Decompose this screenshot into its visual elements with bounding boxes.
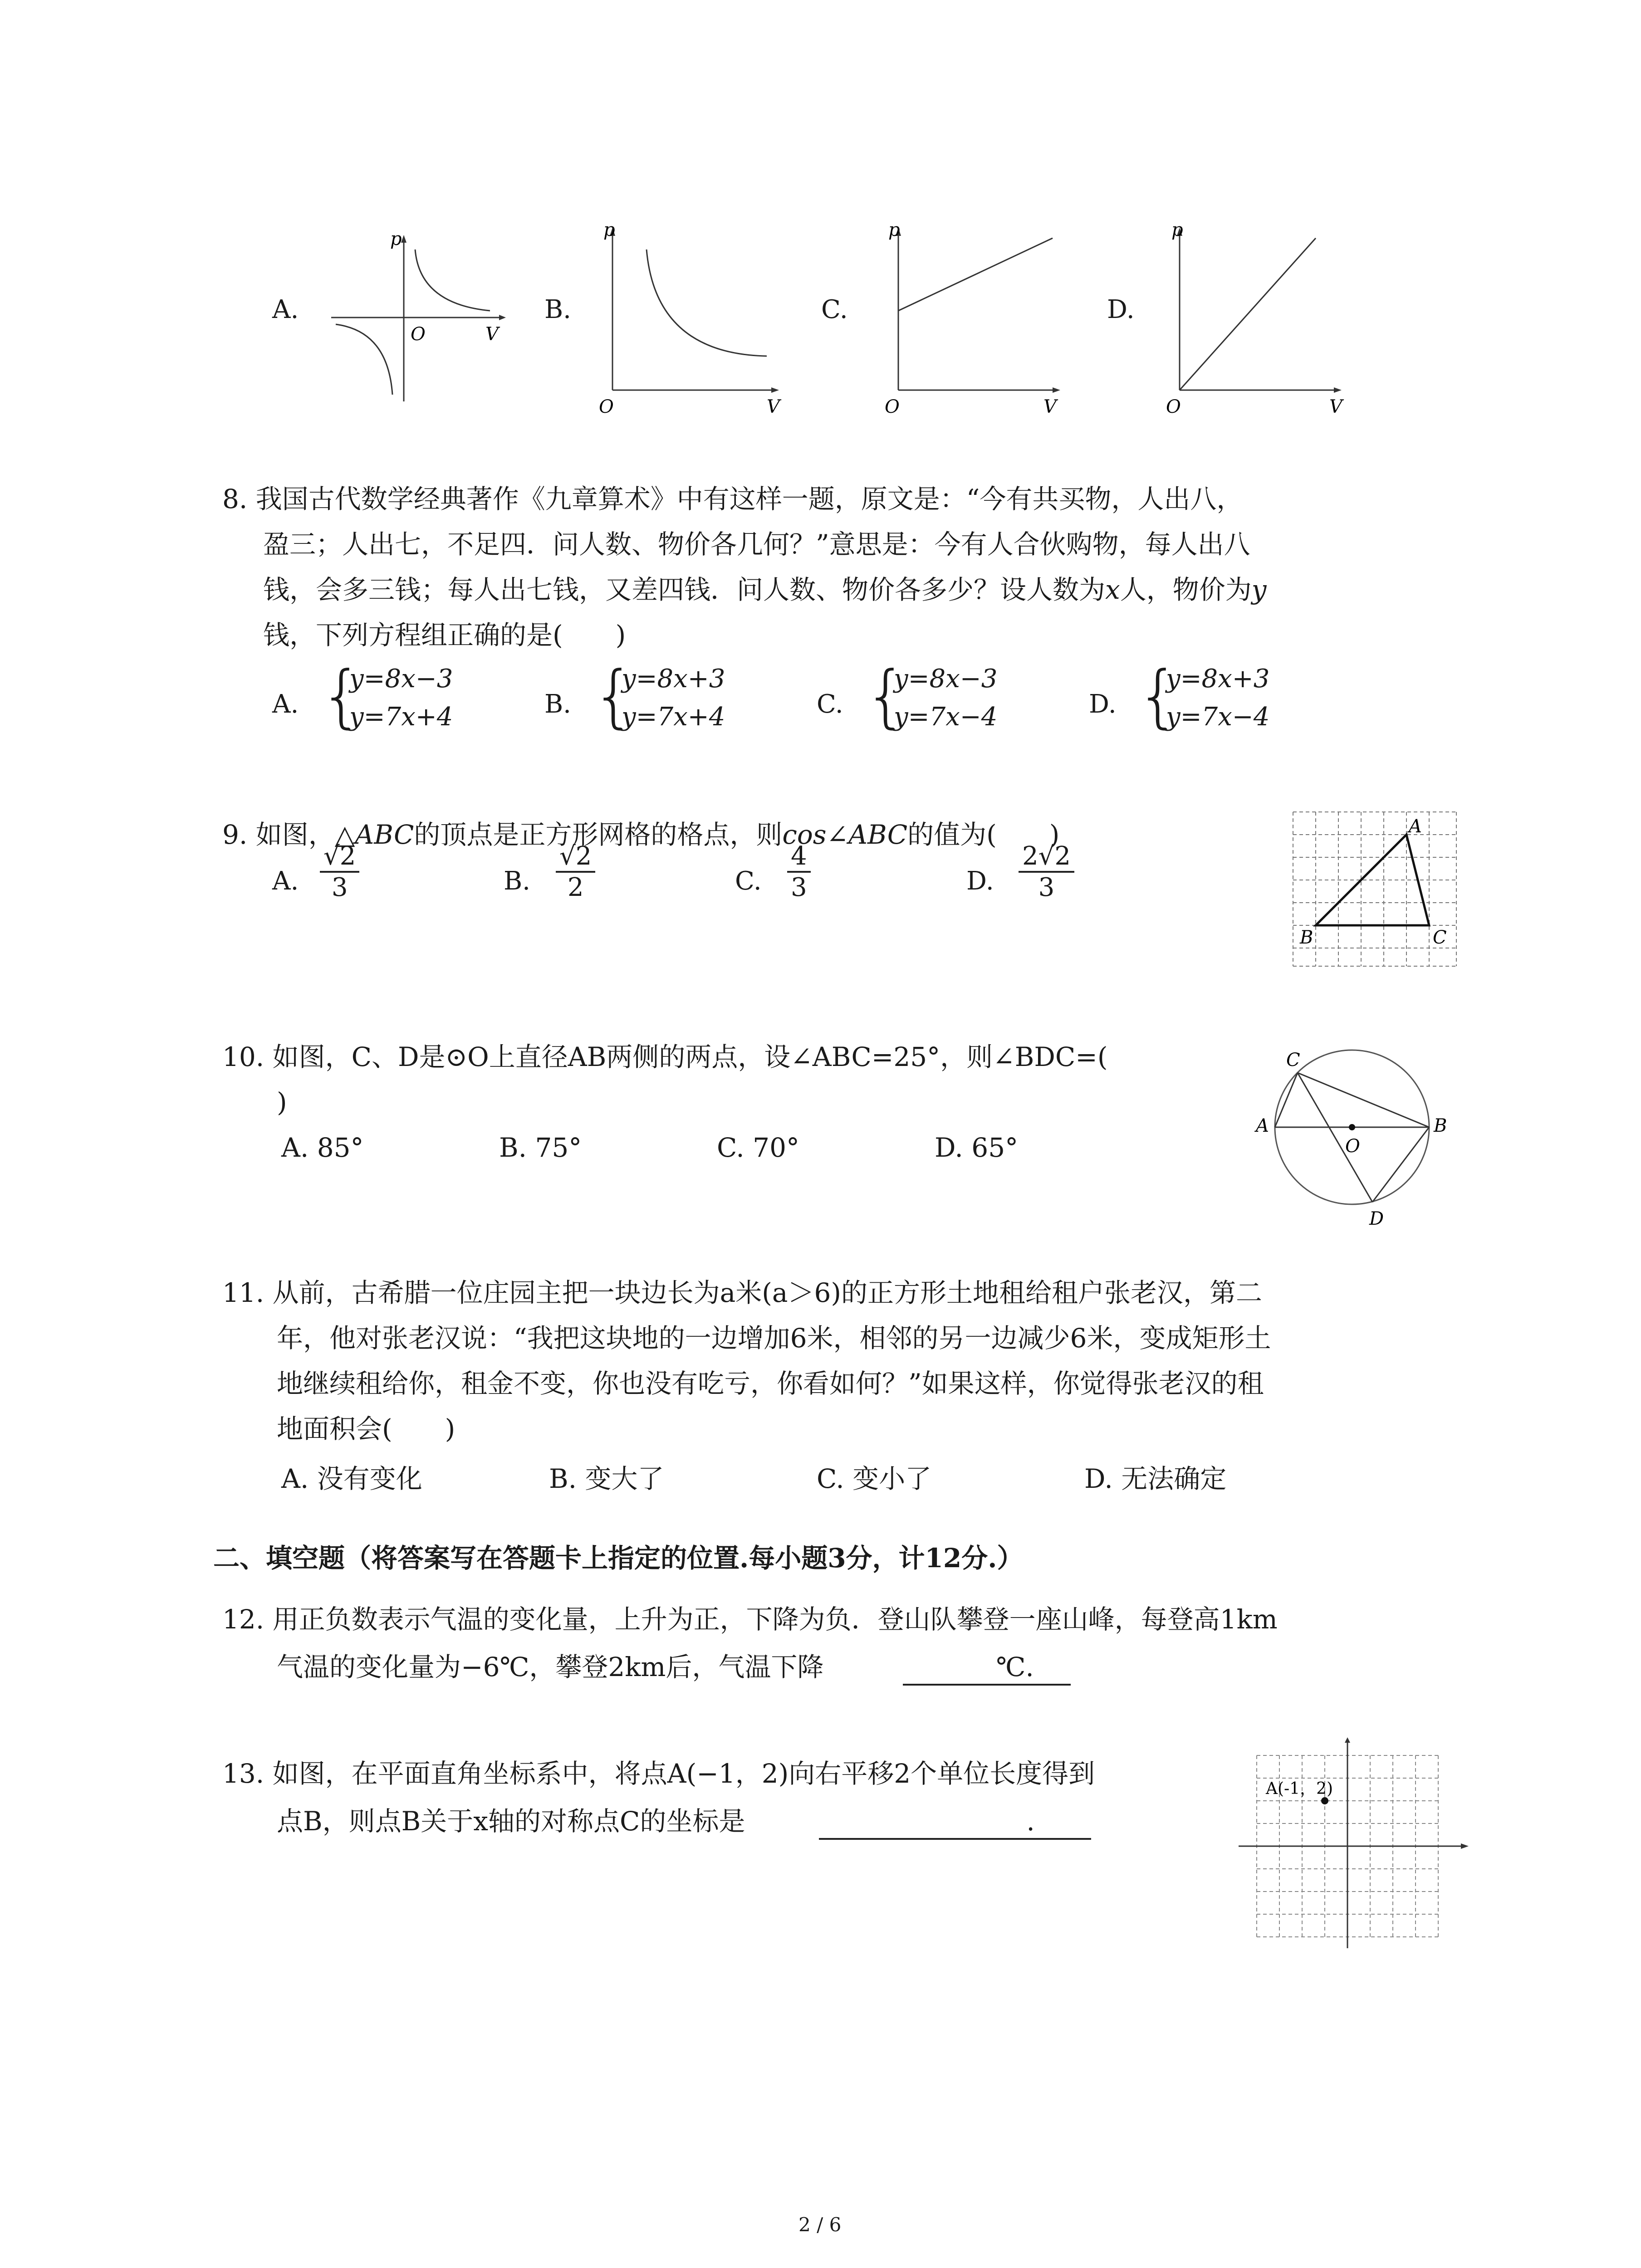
q7-a-origin: O	[411, 324, 426, 345]
q7-graph-d	[1161, 218, 1361, 417]
q7-option-b-label: B.	[544, 295, 571, 324]
q10-option-d: D. 65°	[935, 1132, 1019, 1163]
q10-center-o: O	[1345, 1136, 1360, 1157]
q7-graph-a	[327, 227, 508, 408]
q10-option-c: C. 70°	[717, 1132, 799, 1163]
q11-option-c: C. 变小了	[817, 1463, 932, 1494]
q10-line-1: 10. 如图，C、D是⊙O上直径AB两侧的两点，设∠ABC=25°，则∠BDC=(	[222, 1041, 1108, 1072]
q10-point-b: B	[1434, 1115, 1447, 1136]
q7-c-axis-p: p	[888, 220, 900, 240]
q7-option-a-label: A.	[272, 295, 299, 324]
q7-option-d-label: D.	[1107, 295, 1135, 324]
q8-line-2: 盈三；人出七，不足四．问人数、物价各几何？”意思是：今有人合伙购物，每人出八	[263, 529, 1250, 560]
q11-option-d: D. 无法确定	[1084, 1463, 1227, 1494]
q10-circle-figure	[1243, 1016, 1461, 1234]
q7-option-c-label: C.	[821, 295, 848, 324]
q10-line-2: )	[277, 1087, 287, 1118]
q9-stem: 9. 如图，△ABC的顶点是正方形网格的格点，则cos∠ABC的值为( )	[222, 819, 1060, 850]
q7-d-axis-p: p	[1171, 220, 1183, 240]
q7-d-axis-v: V	[1329, 396, 1342, 417]
q12-answer-blank[interactable]	[903, 1684, 1071, 1686]
q9-option-a-label: A.	[272, 866, 299, 896]
q7-a-axis-v: V	[485, 324, 499, 345]
q9-option-c-fraction: $\frac{4}{3}$	[787, 841, 811, 902]
q10-point-d: D	[1369, 1208, 1384, 1229]
q8-option-d-system: y=8x+3 y=7x−4	[1166, 664, 1270, 732]
q9-vertex-c: C	[1433, 927, 1447, 948]
q11-line-3: 地继续租给你，租金不变，你也没有吃亏，你看如何？”如果这样，你觉得张老汉的租	[277, 1368, 1264, 1399]
q12-line-2: 气温的变化量为−6℃，攀登2km后，气温下降 ℃.	[277, 1652, 1034, 1682]
section-2-heading: 二、填空题（将答案写在答题卡上指定的位置.每小题3分，计12分.）	[213, 1543, 1024, 1574]
q13-line-2: 点B，则点B关于x轴的对称点C的坐标是 .	[277, 1806, 1035, 1837]
q10-option-a: A. 85°	[281, 1132, 364, 1163]
q11-line-2: 年，他对张老汉说：“我把这块地的一边增加6米，相邻的另一边减少6米，变成矩形土	[277, 1323, 1271, 1354]
q7-graph-b	[594, 218, 794, 417]
q8-line-4: 钱，下列方程组正确的是( )	[263, 620, 626, 650]
q7-a-axis-p: p	[390, 229, 402, 249]
q8-option-a-system: y=8x−3 y=7x+4	[349, 664, 453, 732]
page-number: 2 / 6	[798, 2214, 842, 2236]
q11-option-b: B. 变大了	[549, 1463, 664, 1494]
q11-line-1: 11. 从前，古希腊一位庄园主把一块边长为a米(a＞6)的正方形土地租给租户张老汉，第二	[222, 1277, 1262, 1308]
q9-option-d-label: D.	[966, 866, 994, 896]
q11-line-4: 地面积会( )	[277, 1413, 456, 1444]
q9-vertex-a: A	[1409, 816, 1422, 837]
q7-d-origin: O	[1166, 396, 1181, 417]
q7-c-axis-v: V	[1043, 396, 1057, 417]
q8-option-b-label: B.	[544, 689, 571, 719]
q7-b-axis-v: V	[767, 396, 780, 417]
q8-line-3: 钱，会多三钱；每人出七钱，又差四钱．问人数、物价各多少？设人数为x人，物价为y	[263, 574, 1267, 605]
q7-c-origin: O	[885, 396, 900, 417]
q12-line-1: 12. 用正负数表示气温的变化量，上升为正，下降为负．登山队攀登一座山峰，每登高1km	[222, 1604, 1278, 1635]
q11-option-a: A. 没有变化	[281, 1463, 422, 1494]
q8-option-c-system: y=8x−3 y=7x−4	[894, 664, 998, 732]
q8-option-b-system: y=8x+3 y=7x+4	[622, 664, 725, 732]
q7-b-origin: O	[599, 396, 614, 417]
q9-option-c-label: C.	[735, 866, 762, 896]
q13-coordinate-figure	[1239, 1737, 1474, 1950]
q13-point-a-label: A(-1，2)	[1266, 1779, 1333, 1798]
q9-triangle-figure	[1288, 807, 1461, 971]
q9-option-b-label: B.	[504, 866, 530, 896]
q7-b-axis-p: p	[603, 220, 615, 240]
q8-line-1: 8. 我国古代数学经典著作《九章算术》中有这样一题，原文是：“今有共买物，人出八，	[222, 484, 1243, 514]
q10-point-c: C	[1286, 1050, 1300, 1070]
q9-vertex-b: B	[1300, 927, 1313, 948]
q8-option-c-label: C.	[817, 689, 843, 719]
q13-line-1: 13. 如图，在平面直角坐标系中，将点A(−1，2)向右平移2个单位长度得到	[222, 1758, 1095, 1789]
q8-option-d-label: D.	[1089, 689, 1117, 719]
q9-option-b-fraction: $\frac{√2}{2}$	[556, 841, 595, 902]
q9-option-d-fraction: $\frac{2√2}{3}$	[1019, 841, 1074, 902]
q9-option-a-fraction: $\frac{√2}{3}$	[320, 841, 359, 902]
q10-point-a: A	[1256, 1115, 1269, 1136]
q7-graph-c	[876, 218, 1075, 417]
q8-option-a-label: A.	[272, 689, 299, 719]
q10-option-b: B. 75°	[499, 1132, 582, 1163]
q13-answer-blank[interactable]	[819, 1838, 1091, 1840]
